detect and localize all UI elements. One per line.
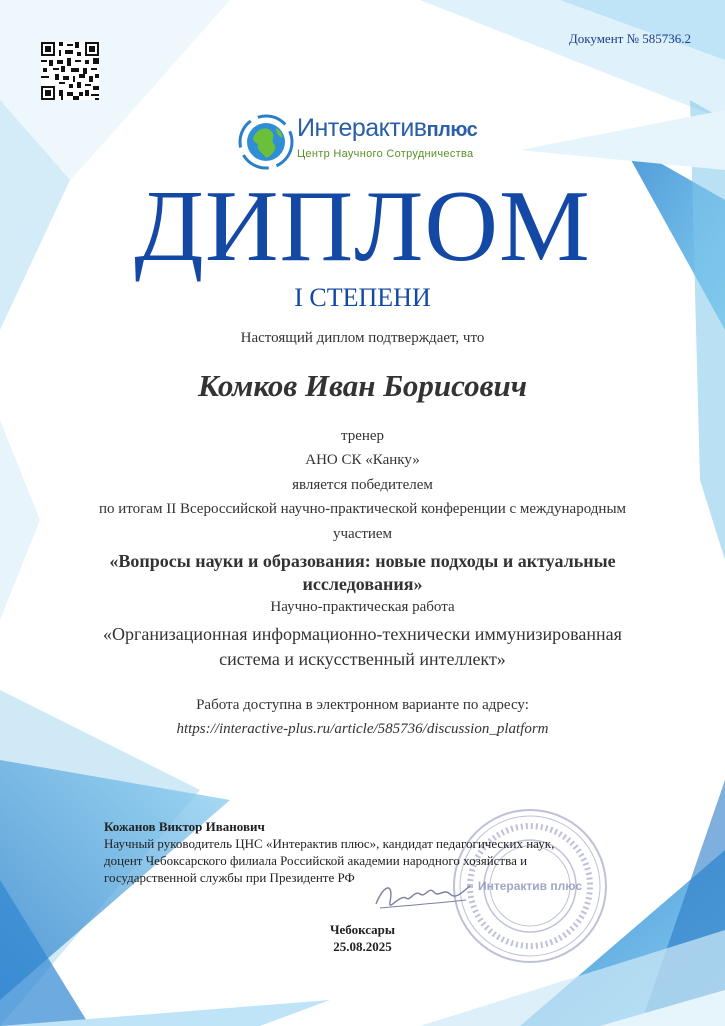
work-title-line-2: система и искусственный интеллект» (219, 649, 506, 669)
document-number: Документ № 585736.2 (568, 31, 691, 46)
event-line-1: по итогам II Всероссийской научно-практической конференции с международным (98, 501, 627, 517)
logo (236, 112, 496, 172)
available-text: Работа доступна в электронном варианте по адресу: (196, 697, 529, 713)
qr-code-icon[interactable] (41, 42, 99, 100)
signatory-block (104, 818, 644, 886)
work-type: Научно-практическая работа (270, 599, 455, 615)
recipient-organization: АНО СК «Канку» (305, 452, 420, 468)
conference-title-line-1: «Вопросы науки и образования: новые подходы и актуальные (109, 551, 616, 571)
signatory-name: Кожанов Виктор Иванович (104, 819, 265, 834)
logo-title (297, 114, 477, 143)
diploma-title: ДИПЛОМ (134, 170, 591, 283)
logo-title-main: Интерактив (297, 114, 427, 142)
issue-date: 25.08.2025 (333, 939, 392, 954)
stamp-text: Интерактив плюс (477, 879, 583, 893)
recipient-name: Комков Иван Борисович (197, 368, 528, 403)
confirm-text: Настоящий диплом подтверждает, что (240, 330, 485, 346)
conference-title-line-2: исследования» (302, 574, 423, 594)
work-url-link[interactable]: https://interactive-plus.ru/article/585736/discussion_platform (176, 721, 549, 737)
logo-title-plus: плюс (426, 119, 478, 141)
signatory-line-3: государственной службы при Президенте РФ (104, 870, 355, 885)
event-line-2: участием (332, 526, 393, 542)
globe-logo-icon (236, 112, 296, 172)
winner-text: является победителем (292, 477, 433, 493)
signatory-line-2: доцент Чебоксарского филиала Российской академии народного хозяйства и (104, 853, 528, 868)
logo-subtitle: Центр Научного Сотрудничества (297, 148, 474, 160)
issue-place-date (0, 921, 725, 955)
recipient-position: тренер (340, 428, 385, 444)
issue-city: Чебоксары (329, 922, 396, 937)
work-title-line-1: «Организационная информационно-технически иммунизированная (103, 624, 622, 644)
signatory-line-1: Научный руководитель ЦНС «Интерактив плюс», кандидат педагогических наук, (104, 836, 555, 851)
diploma-degree: I СТЕПЕНИ (294, 283, 431, 312)
